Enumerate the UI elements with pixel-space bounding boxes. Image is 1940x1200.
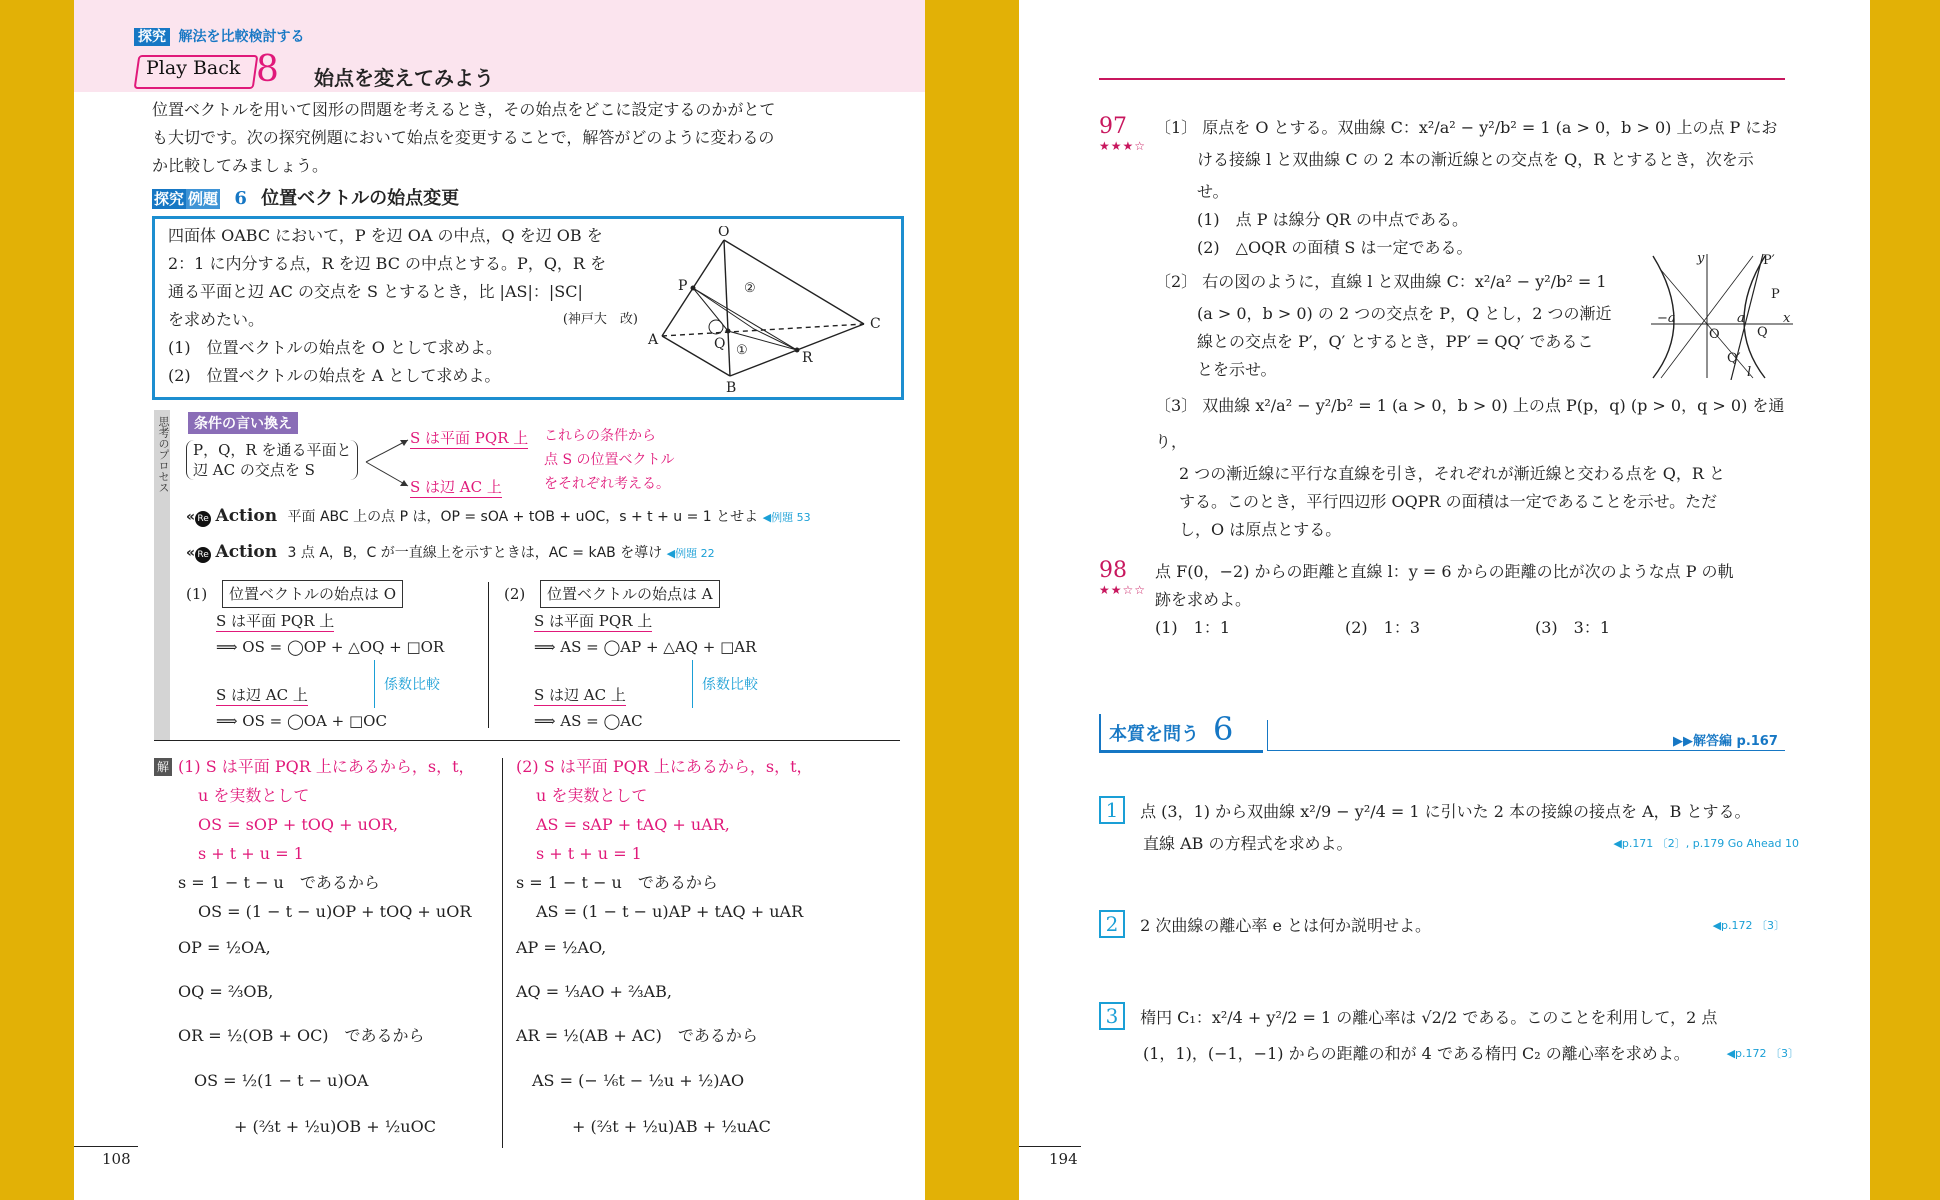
essence-3 [1099, 1000, 1799, 1072]
essence-ref-link[interactable]: ◀p.172 〔3〕 [1726, 1047, 1799, 1060]
label-p: P [678, 278, 688, 294]
problem-line: 四面体 OABC において，P を辺 OA の中点，Q を辺 OB を [168, 226, 603, 245]
label-r: R [802, 350, 813, 366]
action-2: « Re Action 3 点 A，B，C が一直線上を示すときは，AC = kAB を導け ◀例題 22 [186, 542, 715, 562]
page-number: 194 [1049, 1150, 1078, 1168]
problem-line: 通る平面と辺 AC の交点を S とするとき，比 |AS|：|SC| [168, 282, 583, 301]
tetrahedron-figure [644, 226, 894, 394]
sol-line: s + t + u = 1 [198, 844, 304, 863]
right-page [1019, 0, 1870, 1200]
sol-line: AS = sAP + tAQ + uAR, [536, 815, 730, 834]
top-rule [1099, 78, 1785, 80]
essence-1 [1099, 796, 1799, 860]
question-number: 98 [1099, 558, 1127, 583]
col-line: ⟹ OS = ◯OP + △OQ + □OR [216, 638, 445, 656]
q-sub: (1) 点 P は線分 QR の中点である。 [1197, 210, 1468, 229]
intro-line: か比較してみましょう。 [152, 156, 329, 175]
example-number: 6 [234, 188, 247, 209]
diag [693, 288, 797, 350]
q-sub: (2) △OQR の面積 S は一定である。 [1197, 238, 1473, 257]
condition-note-line: をそれぞれ考える。 [544, 476, 670, 492]
fig-o: O [1709, 327, 1720, 342]
sol-line: u を実数として [536, 786, 648, 805]
center-gutter [925, 0, 1019, 1200]
sol-line: OP = ½OA, [178, 938, 271, 957]
point-p [691, 286, 696, 291]
intro-text [152, 96, 912, 180]
fig-p: P [1771, 287, 1780, 302]
left-page [74, 0, 925, 1200]
essence-1-row2 [1099, 828, 1799, 860]
fig-l: l [1747, 365, 1752, 380]
point-q [726, 329, 731, 334]
essence-num-box: 2 [1099, 910, 1125, 938]
problem-source: (神戸大 改) [562, 312, 638, 327]
label-c: C [870, 316, 881, 332]
problem-line: を求めたい。 [168, 310, 265, 329]
q-line: とを示せ。 [1197, 360, 1277, 379]
col-box: 位置ベクトルの始点は A [540, 580, 720, 608]
example-title: 位置ベクトルの始点変更 [261, 188, 460, 209]
fig-q: Q [1757, 325, 1768, 340]
essence-number: 6 [1213, 710, 1234, 748]
q98-number [1099, 558, 1146, 597]
col-line: ⟹ AS = ◯AC [534, 712, 643, 730]
essence-2 [1099, 910, 1785, 942]
essence-line: 点 (3，1) から双曲線 x²/9 − y²/4 = 1 に引いた 2 本の接線の接点を A，B とする。 [1140, 802, 1751, 821]
essence-rule-tick [1267, 720, 1268, 750]
intro-line: 位置ベクトルを用いて図形の問題を考えるとき，その始点をどこに設定するのかがとて [152, 100, 776, 119]
col-line: ⟹ OS = ◯OA + □OC [216, 712, 387, 730]
example-tag: 探究 [154, 190, 185, 208]
q-line: 跡を求めよ。 [1155, 590, 1252, 609]
col-line: S は平面 PQR 上 [534, 612, 653, 630]
header-line [134, 26, 304, 46]
header-tag: 探究 [134, 28, 170, 46]
right-margin [1870, 0, 1940, 1200]
condition-arrows [364, 432, 414, 492]
q-line: せ。 [1197, 182, 1229, 201]
col-number: (1) [186, 585, 208, 603]
q98-options [1155, 614, 1795, 642]
essence-label: 本質を問う [1109, 724, 1199, 745]
col-line: S は平面 PQR 上 [216, 612, 335, 630]
q-line: 〔3〕 双曲線 x²/a² − y²/b² = 1 (a > 0，b > 0) 上の点 P(p，q) (p > 0，q > 0) を通り， [1155, 396, 1785, 451]
q97-number [1099, 114, 1146, 153]
q-option: (1) 1：1 [1155, 618, 1231, 637]
left-margin [0, 0, 74, 1200]
compare-label-1: 係数比較 [384, 677, 440, 693]
process-label: 思考のプロセス [157, 416, 170, 493]
essence-ref-link[interactable]: ◀p.172 〔3〕 [1712, 919, 1785, 932]
essence-rule [1267, 750, 1785, 751]
action-word: Action [215, 506, 278, 526]
compare-arrow-2 [692, 660, 693, 708]
re-icon: Re [195, 547, 211, 563]
q97-part2 [1155, 264, 1655, 384]
label-n2: ② [744, 281, 756, 296]
condition-tag: 条件の言い換え [188, 412, 298, 434]
q-line: (a > 0，b > 0) の 2 つの交点を P，Q とし，2 つの漸近 [1197, 304, 1612, 323]
action-ref[interactable]: ◀例題 53 [762, 511, 811, 524]
essence-line: 楕円 C₁：x²/4 + y²/2 = 1 の離心率は √2/2 である。このことを利用して，2 点 [1140, 1008, 1718, 1027]
sol-line: AQ = ⅓AO + ⅔AB, [516, 982, 672, 1001]
page-number: 108 [102, 1150, 131, 1168]
label-a: A [648, 332, 659, 348]
q-line: 2 つの漸近線に平行な直線を引き，それぞれが漸近線と交わる点を Q，R と [1179, 464, 1725, 483]
col-number: (2) [504, 585, 526, 603]
solution-col-2 [516, 752, 876, 1150]
playback-number: 8 [256, 49, 279, 90]
q-line: ける接線 l と双曲線 C の 2 本の漸近線との交点を Q，R とするとき，次を示 [1197, 150, 1754, 169]
subquestion-1: (1) 位置ベクトルの始点を O として求めよ。 [168, 338, 502, 357]
solution-tag: 解 [154, 758, 172, 776]
example-heading [152, 184, 459, 210]
sol-line: s + t + u = 1 [536, 844, 642, 863]
fig-y: y [1697, 251, 1705, 266]
label-q: Q [714, 336, 726, 352]
process-bottom-rule [154, 740, 900, 741]
sol-line: u を実数として [198, 786, 310, 805]
sol-line: OS = ½(1 − t − u)OA [194, 1071, 369, 1090]
q97-part1 [1155, 114, 1795, 262]
q-option: (3) 3：1 [1535, 618, 1611, 637]
condition-right-2: S は辺 AC 上 [410, 478, 502, 496]
sol-line: OS = sOP + tOQ + uOR, [198, 815, 399, 834]
condition-note [544, 424, 675, 496]
fig-qp: Q′ [1727, 351, 1741, 366]
q-line: する。このとき，平行四辺形 OQPR の面積は一定であることを示せ。ただ [1179, 492, 1718, 511]
subquestion-2: (2) 位置ベクトルの始点を A として求めよ。 [168, 366, 501, 385]
fig-pp: P′ [1763, 253, 1775, 268]
sol-line: AS = (1 − t − u)AP + tAQ + uAR [536, 902, 804, 921]
fig-na: −a [1657, 311, 1676, 326]
fig-a: a [1737, 311, 1745, 326]
problem-last-row [168, 306, 638, 334]
sol-line: OQ = ⅔OB, [178, 982, 274, 1001]
circle-mark-1 [709, 320, 723, 334]
compare-arrow-1 [374, 660, 375, 708]
playback-label: Play Back [146, 57, 241, 79]
essence-line: (1，1)，(−1，−1) からの距離の和が 4 である楕円 C₂ の離心率を求めよ。 [1143, 1044, 1690, 1063]
compare-col-1 [186, 580, 516, 734]
action-word: Action [215, 542, 278, 562]
sol-line: OR = ½(OB + OC) であるから [178, 1026, 425, 1045]
compare-label-2: 係数比較 [702, 677, 758, 693]
q-line: 〔2〕 右の図のように，直線 l と双曲線 C：x²/a² − y²/b² = 1 [1155, 272, 1607, 291]
col-line: S は辺 AC 上 [216, 686, 308, 704]
sol-line: AP = ½AO, [516, 938, 607, 957]
sol-line: (2) S は平面 PQR 上にあるから，s，t， [516, 757, 813, 776]
header-sub: 解法を比較検討する [178, 29, 305, 45]
re-icon: Re [195, 511, 211, 527]
q98-text [1155, 558, 1795, 642]
column-divider [488, 582, 489, 728]
action-text: 平面 ABC 上の点 P は，OP = sOA + tOB + uOC，s + t + u = 1 とせよ [287, 509, 759, 525]
sol-line: s = 1 − t − u であるから [178, 873, 380, 892]
condition-note-line: 点 S の位置ベクトル [544, 452, 675, 468]
q-line: 〔1〕 原点を O とする。双曲線 C：x²/a² − y²/b² = 1 (a > 0，b > 0) 上の点 P にお [1155, 118, 1778, 137]
difficulty-stars: ★★☆☆ [1099, 583, 1147, 597]
page-number-rule [1019, 1146, 1081, 1147]
q-line: し，O は原点とする。 [1179, 520, 1342, 539]
sol-line: s = 1 − t − u であるから [516, 873, 718, 892]
label-o: O [718, 226, 730, 240]
essence-line: 直線 AB の方程式を求めよ。 [1143, 834, 1353, 853]
col-line: S は辺 AC 上 [534, 686, 626, 704]
essence-3-row2 [1099, 1036, 1799, 1072]
sol-line: OS = (1 − t − u)OP + tOQ + uOR [198, 902, 472, 921]
sol-line: (1) S は平面 PQR 上にあるから，s，t， [178, 757, 475, 776]
q-line: 線との交点を P′，Q′ とするとき，PP′ = QQ′ であるこ [1197, 332, 1594, 351]
essence-ref[interactable]: ▶▶解答編 p.167 [1673, 734, 1778, 749]
q-option: (2) 1：3 [1345, 618, 1421, 637]
action-text: 3 点 A，B，C が一直線上を示すときは，AC = kAB を導け [287, 545, 663, 561]
essence-line: 2 次曲線の離心率 e とは何か説明せよ。 [1140, 916, 1432, 935]
solution-divider [502, 758, 503, 1148]
problem-line: 2：1 に内分する点，R を辺 BC の中点とする。P，Q，R を [168, 254, 607, 273]
question-number: 97 [1099, 114, 1127, 139]
difficulty-stars: ★★★☆ [1099, 139, 1147, 153]
condition-note-line: これらの条件から [544, 428, 656, 444]
sol-line: AS = (− ⅙t − ½u + ½)AO [532, 1071, 745, 1090]
fig-x: x [1783, 311, 1791, 326]
page-title: 始点を変えてみよう [314, 66, 494, 90]
condition-left-line: 辺 AC の交点を S [193, 461, 315, 479]
compare-col-2 [504, 580, 834, 734]
q-line: 点 F(0，−2) からの距離と直線 l：y = 6 からの距離の比が次のような点 P の軌 [1155, 562, 1734, 581]
condition-left [186, 440, 358, 480]
q97-part3 [1155, 388, 1805, 544]
condition-right-1: S は平面 PQR 上 [410, 429, 529, 447]
col-box: 位置ベクトルの始点は O [222, 580, 403, 608]
hyperbola-figure [1647, 250, 1795, 380]
label-b: B [726, 380, 737, 394]
solution-col-1 [178, 752, 498, 1150]
sol-line: AR = ½(AB + AC) であるから [516, 1026, 758, 1045]
action-1: « Re Action 平面 ABC 上の点 P は，OP = sOA + tOB + uOC，s + t + u = 1 とせよ ◀例題 53 [186, 506, 811, 526]
sol-line: + (⅔t + ½u)AB + ½uAC [572, 1117, 771, 1136]
example-tag2: 例題 [188, 190, 219, 208]
page-number-rule [74, 1146, 138, 1147]
essence-ref-link[interactable]: ◀p.171 〔2〕, p.179 Go Ahead 10 [1613, 837, 1799, 850]
essence-num-box: 1 [1099, 796, 1125, 824]
problem-text [168, 222, 638, 390]
action-ref[interactable]: ◀例題 22 [666, 547, 715, 560]
sol-line: + (⅔t + ½u)OB + ½uOC [234, 1117, 436, 1136]
col-line: ⟹ AS = ◯AP + △AQ + □AR [534, 638, 757, 656]
intro-line: も大切です。次の探究例題において始点を変更することで，解答がどのように変わるの [152, 128, 775, 147]
point-r [795, 348, 800, 353]
condition-left-line: P，Q，R を通る平面と [193, 441, 352, 459]
essence-num-box: 3 [1099, 1002, 1125, 1030]
label-n1: ① [736, 343, 748, 358]
